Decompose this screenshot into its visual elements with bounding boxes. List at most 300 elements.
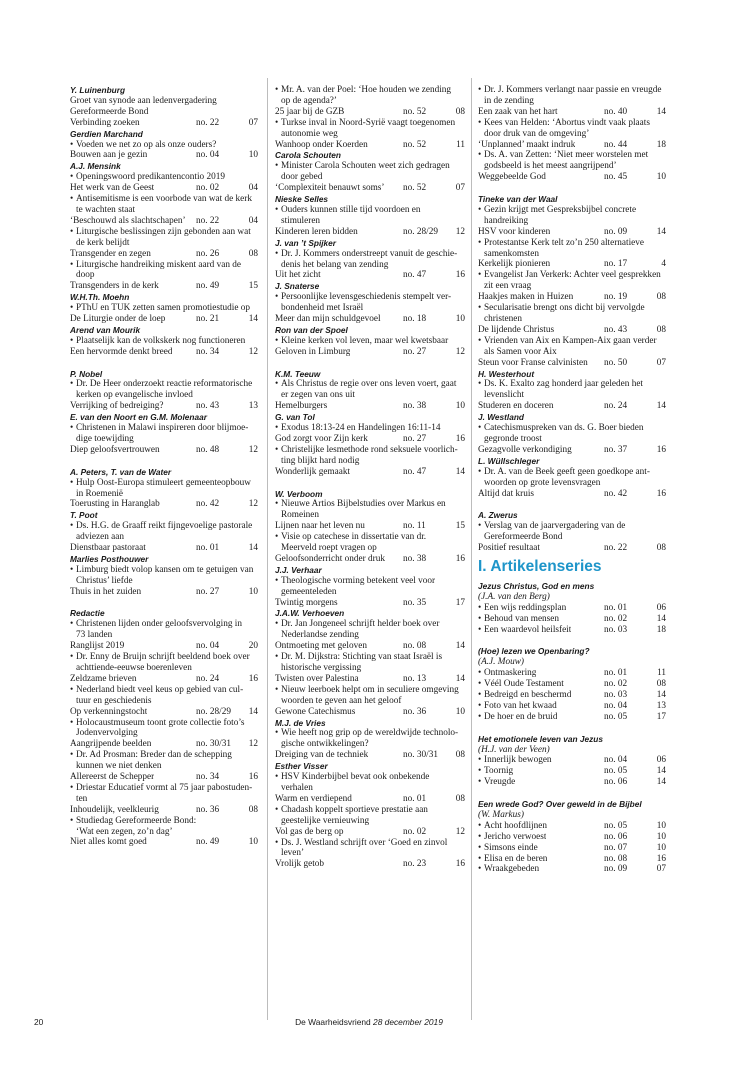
- entry-summary-continued: christenen: [484, 314, 523, 325]
- issue-number: no. 30/31: [403, 750, 438, 761]
- article-title: Positief resultaat: [478, 543, 540, 554]
- entry-summary-continued: stimuleren: [281, 215, 321, 226]
- article-entry: [275, 227, 465, 238]
- spacer: [478, 788, 666, 799]
- issue-number: no. 02: [604, 613, 628, 624]
- article-entry: [70, 281, 258, 292]
- issue-number: no. 27: [403, 346, 427, 357]
- issue-number: no. 08: [403, 641, 427, 652]
- page-ref: 06: [656, 755, 666, 766]
- series-title: Een wrede God? Over geweld in de Bijbel: [478, 799, 642, 810]
- spacer: [70, 598, 258, 609]
- article-entry: [275, 467, 465, 478]
- spacer: [478, 183, 666, 194]
- page-ref: 14: [656, 689, 666, 700]
- page-ref: 12: [455, 346, 465, 357]
- entry-summary-continued: Romeinen: [281, 510, 320, 521]
- issue-number: no. 42: [604, 488, 628, 499]
- article-title: Transgenders in de kerk: [70, 281, 159, 292]
- entry-summary: • Minister Carola Schouten weet zich gedragen: [275, 161, 465, 172]
- article-entry: [70, 499, 258, 510]
- article-title: Twintig morgens: [275, 597, 338, 608]
- issue-number: no. 09: [604, 226, 628, 237]
- entry-summary-continued: levenslicht: [484, 390, 525, 401]
- page-ref: 08: [656, 292, 666, 303]
- issue-reference: [604, 140, 666, 151]
- entry-summary-continued: door gebed: [281, 172, 323, 183]
- entry-summary: • Catechismuspreken van ds. G. Boer bieden: [478, 423, 666, 434]
- author-name: G. van Tol: [275, 412, 315, 423]
- entry-summary-continued: de kerk belijdt: [76, 237, 130, 248]
- page-ref: 10: [248, 837, 258, 848]
- article-title: Meer dan mijn schuldgevoel: [275, 314, 381, 325]
- article-entry: [70, 118, 258, 129]
- page-ref: 11: [657, 668, 666, 679]
- issue-number: no. 47: [403, 270, 427, 281]
- page-ref: 06: [656, 602, 666, 613]
- article-title: • Een waardevol heilsfeit: [484, 624, 572, 635]
- author-name: A. Zwerus: [478, 510, 518, 521]
- issue-reference: [604, 766, 666, 777]
- series-entry: [478, 755, 666, 766]
- page-ref: 16: [656, 488, 666, 499]
- entry-summary-continued: Christus’ liefde: [76, 575, 133, 586]
- page-ref: 20: [248, 641, 258, 652]
- article-entry: [70, 641, 258, 652]
- issue-reference: [403, 641, 465, 652]
- author-name: J.A.W. Verhoeven: [275, 608, 345, 619]
- page-ref: 10: [656, 172, 666, 183]
- page-ref: 10: [455, 706, 465, 717]
- entry-summary: • Christenen in Malawi inspireren door blijmoe-: [70, 423, 258, 434]
- entry-summary: • Ds. A. van Zetten: ‘Niet meer worstelen met: [478, 150, 666, 161]
- index-column-1: [70, 85, 258, 848]
- issue-number: no. 06: [604, 831, 628, 842]
- issue-number: no. 01: [403, 793, 427, 804]
- entry-summary-continued: woorden op grote levensvragen: [484, 477, 601, 488]
- series-entry: [478, 777, 666, 788]
- article-title: • Toornig: [484, 766, 514, 777]
- page-ref: 14: [656, 106, 666, 117]
- page-ref: 12: [248, 739, 258, 750]
- article-entry: [70, 183, 258, 194]
- page-ref: 10: [455, 314, 465, 325]
- article-title: Geloofsonderricht onder druk: [275, 553, 385, 564]
- entry-summary-continued: kunnen we niet denken: [76, 761, 162, 772]
- issue-number: no. 34: [196, 772, 220, 783]
- page-ref: 16: [455, 270, 465, 281]
- article-entry: [70, 805, 258, 816]
- author-name: A.J. Mensink: [70, 161, 121, 172]
- article-title: 25 jaar bij de GZB: [275, 106, 345, 117]
- issue-number: no. 05: [604, 766, 628, 777]
- author-name: T. Poot: [70, 510, 98, 521]
- article-entry: [275, 521, 465, 532]
- series-title: (Hoe) lezen we Openbaring?: [478, 646, 590, 657]
- author-name: H. Westerhout: [478, 368, 535, 379]
- page-ref: 12: [455, 226, 465, 237]
- entry-summary-continued: zit een vraag: [484, 281, 532, 292]
- issue-number: no. 34: [196, 346, 220, 357]
- page-ref: 08: [455, 106, 465, 117]
- page-ref: 14: [656, 777, 666, 788]
- issue-reference: [604, 854, 666, 865]
- entry-summary: • Openingswoord predikantencontio 2019: [70, 172, 258, 183]
- article-entry: [70, 587, 258, 598]
- entry-text: Groet van synode aan ledenvergadering: [70, 95, 217, 106]
- issue-number: no. 02: [403, 826, 427, 837]
- issue-reference: [196, 249, 258, 260]
- page-ref: 07: [656, 864, 666, 875]
- entry-summary: • Wie heeft nog grip op de wereldwijde technolo-: [275, 728, 465, 739]
- series-author: (J.A. van den Berg): [478, 591, 550, 602]
- entry-text: Gereformeerde Bond: [70, 106, 149, 117]
- entry-summary-continued: gische ontwikkelingen?: [281, 739, 369, 750]
- entry-summary: • HSV Kinderbijbel bevat ook onbekende: [275, 772, 465, 783]
- series-entry: [478, 701, 666, 712]
- series-title: Het emotionele leven van Jezus: [478, 733, 603, 744]
- issue-reference: [196, 150, 258, 161]
- issue-number: no. 02: [196, 183, 220, 194]
- entry-summary-continued: handreiking: [484, 215, 529, 226]
- article-title: De lijdende Christus: [478, 324, 555, 335]
- entry-summary-continued: kerken op evangelische invloed: [76, 390, 193, 401]
- page-ref: 16: [656, 853, 666, 864]
- issue-number: no. 22: [604, 543, 628, 554]
- entry-summary: • Studiedag Gereformeerde Bond:: [70, 816, 258, 827]
- issue-number: no. 52: [403, 183, 427, 194]
- issue-reference: [196, 281, 258, 292]
- issue-number: no. 13: [403, 673, 427, 684]
- entry-summary: • Dr. De Heer onderzoekt reactie reformatorische: [70, 379, 258, 390]
- entry-summary: • Christenen lijden onder geloofsvervolging in: [70, 619, 258, 630]
- issue-number: no. 01: [604, 602, 628, 613]
- page-ref: 14: [455, 673, 465, 684]
- page-ref: 07: [248, 117, 258, 128]
- series-entry: [478, 821, 666, 832]
- issue-number: no. 07: [604, 842, 628, 853]
- article-title: Bouwen aan je gezin: [70, 150, 148, 161]
- entry-summary-continued: gemeenteleden: [281, 586, 337, 597]
- entry-summary-continued: tuur en geschiedenis: [76, 695, 152, 706]
- issue-reference: [196, 805, 258, 816]
- page-ref: 14: [656, 226, 666, 237]
- entry-summary: • Christelijke lesmethode rond seksuele voorlich-: [275, 445, 465, 456]
- entry-summary: • Persoonlijke levensgeschiedenis stempelt ver-: [275, 292, 465, 303]
- author-name: Marlies Posthouwer: [70, 553, 149, 564]
- page-ref: 08: [248, 248, 258, 259]
- article-title: Dreiging van de techniek: [275, 750, 369, 761]
- article-title: Zeldzame brieven: [70, 673, 137, 684]
- spacer: [275, 478, 465, 489]
- entry-summary-continued: op de agenda?’: [281, 95, 337, 106]
- issue-number: no. 22: [196, 215, 220, 226]
- issue-reference: [403, 107, 465, 118]
- issue-number: no. 47: [403, 466, 427, 477]
- spacer: [70, 358, 258, 369]
- entry-summary: • Ouders kunnen stille tijd voordoen en: [275, 205, 465, 216]
- entry-summary: • Dr. A. van de Beek geeft geen goedkope ant-: [478, 467, 666, 478]
- issue-number: no. 24: [604, 401, 628, 412]
- article-title: ‘Beschouwd als slachtschapen’: [70, 215, 186, 226]
- series-entry: [478, 843, 666, 854]
- article-entry: [70, 347, 258, 358]
- page-ref: 10: [248, 150, 258, 161]
- page-ref: 18: [656, 139, 666, 150]
- article-title: Altijd dat kruis: [478, 488, 535, 499]
- page-ref: 15: [248, 281, 258, 292]
- page-ref: 07: [455, 183, 465, 194]
- entry-summary-continued: Gereformeerde Bond: [484, 532, 563, 543]
- article-title: Aangrijpende beelden: [70, 739, 152, 750]
- entry-summary: • Nederland biedt veel keus op gebied van cul-: [70, 685, 258, 696]
- page-ref: 14: [248, 314, 258, 325]
- entry-summary: • Protestantse Kerk telt zo’n 250 alternatieve: [478, 238, 666, 249]
- page-ref: 14: [656, 401, 666, 412]
- issue-reference: [604, 712, 666, 723]
- article-title: Diep geloofsvertrouwen: [70, 444, 160, 455]
- article-entry: [275, 314, 465, 325]
- article-title: Allereerst de Schepper: [70, 772, 155, 783]
- issue-number: no. 45: [604, 172, 628, 183]
- issue-reference: [604, 701, 666, 712]
- issue-number: no. 52: [403, 139, 427, 150]
- page-ref: 16: [455, 859, 465, 870]
- article-entry: [275, 554, 465, 565]
- index-column-3: [478, 85, 666, 875]
- issue-reference: [403, 467, 465, 478]
- issue-number: no. 36: [403, 706, 427, 717]
- article-title: Een zaak van het hart: [478, 106, 558, 117]
- issue-number: no. 38: [403, 553, 427, 564]
- issue-number: no. 27: [196, 586, 220, 597]
- issue-number: no. 50: [604, 357, 628, 368]
- entry-summary: • PThU en TUK zetten samen promotiestudie op: [70, 303, 258, 314]
- entry-summary-continued: achttiende-eeuwse boerenleven: [76, 662, 192, 673]
- entry-summary: • Liturgische handreiking miskent aard van de: [70, 260, 258, 271]
- author-name: Redactie: [70, 608, 105, 619]
- issue-reference: [604, 679, 666, 690]
- entry-summary: • Dr. Ad Prosman: Breder dan de schepping: [70, 750, 258, 761]
- author-name: A. Peters, T. van de Water: [70, 466, 172, 477]
- page-ref: 10: [656, 842, 666, 853]
- article-entry: [70, 249, 258, 260]
- entry-summary-continued: woorden te geven aan het geloof: [281, 695, 402, 706]
- series-entry: [478, 690, 666, 701]
- entry-summary: • Kleine kerken vol leven, maar wel kwetsbaar: [275, 336, 465, 347]
- page-ref: 17: [455, 597, 465, 608]
- page-ref: 16: [656, 444, 666, 455]
- article-entry: [275, 707, 465, 718]
- entry-summary: • Mr. A. van der Poel: ‘Hoe houden we zending: [275, 85, 465, 96]
- issue-reference: [403, 750, 465, 761]
- entry-summary: • Holocaustmuseum toont grote collectie foto’s: [70, 718, 258, 729]
- article-title: Toerusting in Haranglab: [70, 499, 160, 510]
- article-title: • Jericho verwoest: [484, 831, 547, 842]
- article-entry: [70, 543, 258, 554]
- article-title: Op verkenningstocht: [70, 706, 148, 717]
- page-ref: 16: [455, 553, 465, 564]
- issue-reference: [403, 434, 465, 445]
- issue-reference: [403, 794, 465, 805]
- issue-number: no. 52: [403, 106, 427, 117]
- series-entry: [478, 668, 666, 679]
- entry-summary-continued: 73 landen: [76, 630, 113, 641]
- issue-number: no. 05: [604, 820, 628, 831]
- entry-summary: • Liturgische beslissingen zijn gebonden aan wat: [70, 227, 258, 238]
- article-entry: [275, 827, 465, 838]
- issue-reference: [196, 674, 258, 685]
- page-ref: 13: [248, 401, 258, 412]
- article-title: Kerkelijk pionieren: [478, 259, 551, 270]
- article-title: Transgender en zegen: [70, 248, 151, 259]
- issue-number: no. 35: [403, 597, 427, 608]
- issue-reference: [604, 843, 666, 854]
- series-author: (H.J. van der Veen): [478, 744, 550, 755]
- article-entry: [275, 641, 465, 652]
- page-ref: 18: [656, 624, 666, 635]
- article-entry: [70, 314, 258, 325]
- series-entry: [478, 832, 666, 843]
- issue-reference: [196, 739, 258, 750]
- page-ref: 04: [248, 215, 258, 226]
- entry-summary-continued: historische vergissing: [281, 663, 362, 673]
- issue-reference: [604, 755, 666, 766]
- article-entry: [478, 358, 666, 369]
- article-entry: [478, 445, 666, 456]
- issue-number: no. 30/31: [196, 739, 231, 750]
- entry-summary: • Exodus 18:13-24 en Handelingen 16:11-14: [275, 423, 465, 434]
- entry-summary-continued: adviezen aan: [76, 532, 125, 543]
- article-title: Verrijking of bedreiging?: [70, 401, 164, 412]
- article-entry: [275, 107, 465, 118]
- article-title: Het werk van de Geest: [70, 183, 155, 194]
- author-name: Tineke van der Waal: [478, 194, 558, 205]
- issue-reference: [604, 259, 666, 270]
- page-ref: 13: [656, 700, 666, 711]
- issue-number: no. 28/29: [196, 706, 231, 717]
- entry-summary-continued: bondenheid met Israël: [281, 303, 364, 314]
- issue-reference: [403, 140, 465, 151]
- article-title: Warm en verdiepend: [275, 793, 352, 804]
- spacer: [70, 456, 258, 467]
- page-ref: 14: [455, 466, 465, 477]
- issue-number: no. 48: [196, 444, 220, 455]
- article-title: • Simsons einde: [484, 842, 538, 853]
- index-column-2: [275, 85, 465, 870]
- entry-summary-continued: ting blijkt hard nodig: [281, 455, 360, 466]
- article-entry: [275, 140, 465, 151]
- page-ref: 14: [248, 706, 258, 717]
- author-name: Y. Luinenburg: [70, 85, 126, 95]
- author-name: M.J. de Vries: [275, 717, 326, 728]
- page-ref: 10: [455, 401, 465, 412]
- issue-reference: [604, 603, 666, 614]
- article-title: Kinderen leren bidden: [275, 226, 358, 237]
- issue-reference: [403, 859, 465, 870]
- entry-summary: • Ds. K. Exalto zag honderd jaar geleden het: [478, 379, 666, 390]
- spacer: [478, 635, 666, 646]
- page-ref: 14: [455, 641, 465, 652]
- page-ref: 08: [656, 679, 666, 690]
- issue-number: no. 02: [604, 679, 628, 690]
- spacer: [275, 358, 465, 369]
- article-title: Lijnen naar het leven nu: [275, 521, 365, 532]
- issue-reference: [403, 314, 465, 325]
- author-name: Ron van der Spoel: [275, 324, 348, 335]
- entry-summary: • Gezin krijgt met Gespreksbijbel concrete: [478, 205, 666, 216]
- entry-summary: • Secularisatie brengt ons dicht bij vervolgde: [478, 303, 666, 314]
- issue-reference: [196, 641, 258, 652]
- page-ref: 10: [248, 586, 258, 597]
- article-title: • Acht hoofdlijnen: [484, 820, 547, 831]
- issue-reference: [604, 227, 666, 238]
- author-name: P. Nobel: [70, 368, 103, 379]
- issue-number: no. 37: [604, 444, 628, 455]
- entry-summary-continued: dige toewijding: [76, 433, 134, 444]
- entry-summary: • Plaatselijk kan de volkskerk nog functioneren: [70, 336, 258, 347]
- issue-reference: [604, 445, 666, 456]
- issue-reference: [403, 827, 465, 838]
- page-ref: 14: [248, 543, 258, 554]
- issue-reference: [196, 314, 258, 325]
- article-title: Ranglijst 2019: [70, 641, 125, 652]
- page-ref: 08: [656, 543, 666, 554]
- article-title: God zorgt voor Zijn kerk: [275, 433, 368, 444]
- article-title: • Véél Oude Testament: [484, 679, 564, 690]
- page-ref: 16: [455, 433, 465, 444]
- issue-reference: [403, 707, 465, 718]
- series-entry: [478, 854, 666, 865]
- entry-summary-continued: Meerveld roept vragen op: [281, 543, 377, 554]
- issue-number: no. 43: [604, 324, 628, 335]
- article-entry: [70, 837, 258, 848]
- author-name: Esther Visser: [275, 761, 328, 772]
- article-title: • Vreugde: [484, 777, 516, 788]
- issue-number: no. 43: [196, 401, 220, 412]
- article-title: • Foto van het kwaad: [484, 700, 557, 711]
- entry-summary: • Kees van Helden: ‘Abortus vindt vaak plaats: [478, 118, 666, 129]
- issue-reference: [196, 118, 258, 129]
- article-entry: [275, 401, 465, 412]
- series-title: Jezus Christus, God en mens: [478, 580, 595, 591]
- issue-reference: [196, 401, 258, 412]
- article-entry: [478, 107, 666, 118]
- article-title: Wanhoop onder Koerden: [275, 139, 368, 150]
- issue-number: no. 18: [403, 314, 427, 325]
- page-ref: 11: [456, 139, 465, 150]
- page-ref: 08: [455, 750, 465, 761]
- spacer: [478, 723, 666, 734]
- article-title: Vrolijk getob: [275, 859, 325, 870]
- article-entry: [478, 140, 666, 151]
- page-number: 20: [34, 1017, 44, 1027]
- issue-reference: [604, 172, 666, 183]
- article-title: Thuis in het zuiden: [70, 586, 142, 597]
- entry-summary: • Nieuwe Artios Bijbelstudies over Markus en: [275, 499, 465, 510]
- entry-summary: • Dr. J. Kommers onderstreept vanuit de geschie-: [275, 249, 465, 260]
- article-title: De Liturgie onder de loep: [70, 314, 166, 325]
- article-entry: [70, 707, 258, 718]
- article-title: HSV voor kinderen: [478, 226, 551, 237]
- issue-number: no. 23: [403, 859, 427, 870]
- series-entry: [478, 614, 666, 625]
- issue-reference: [196, 183, 258, 194]
- footer-publication: [0, 1017, 738, 1027]
- article-title: Uit het zicht: [275, 270, 321, 281]
- article-title: Inhoudelijk, veelkleurig: [70, 804, 159, 815]
- article-entry: [478, 489, 666, 500]
